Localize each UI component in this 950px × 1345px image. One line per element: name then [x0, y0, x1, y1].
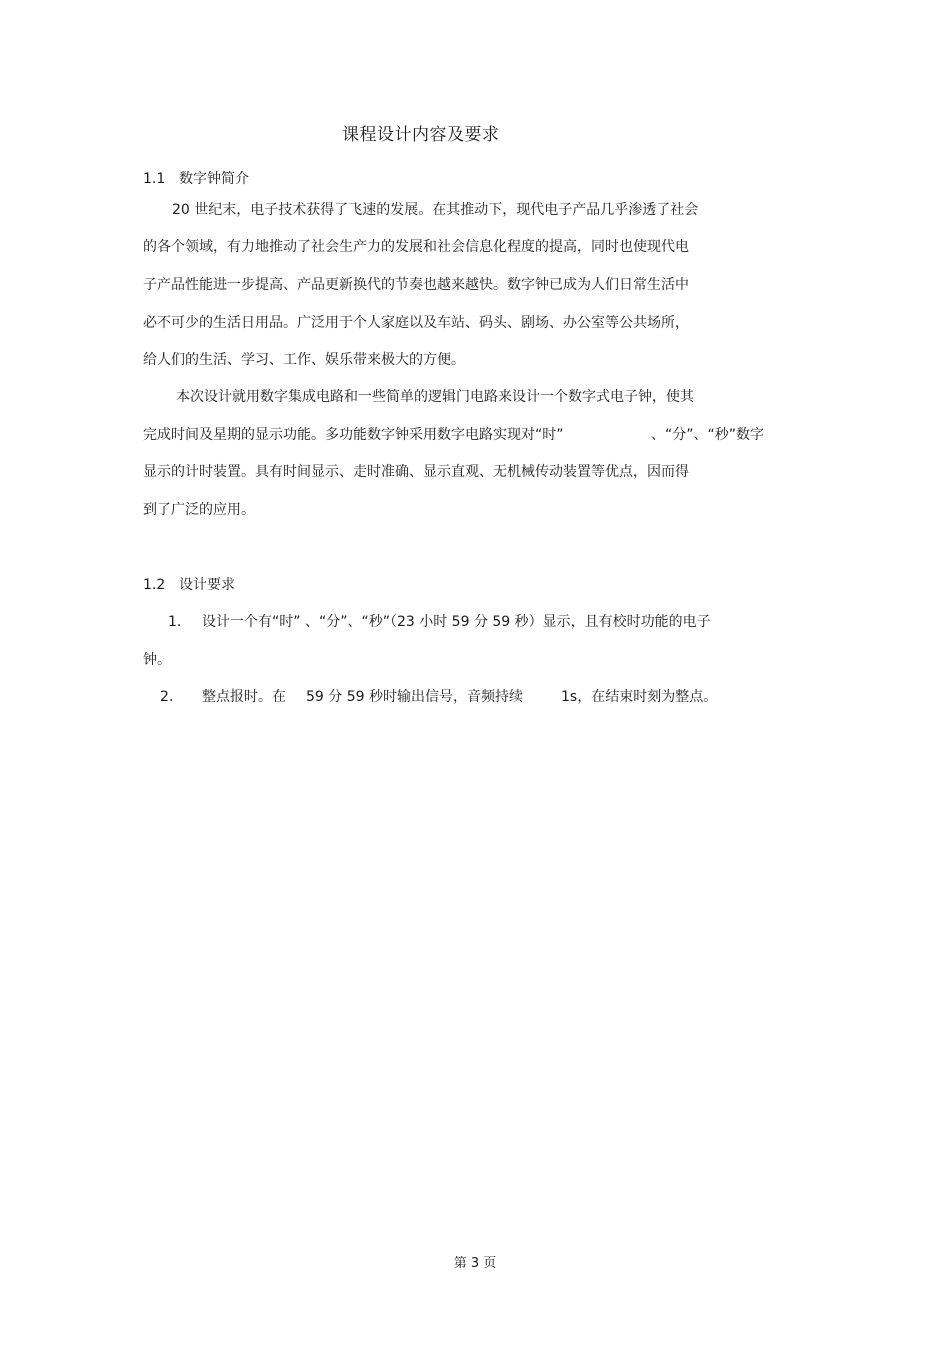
paragraph-fragment: 、“分”、“秒”数字 — [651, 427, 765, 443]
list-item — [160, 688, 718, 706]
list-text: 设计一个有“时” 、“分”、“秒”（23 小时 59 分 59 秒）显示，且有校时功能的电子 — [202, 614, 711, 630]
list-marker: 1. — [168, 614, 182, 630]
paragraph-line: 必不可少的生活日用品。广泛用于个人家庭以及车站、码头、剧场、办公室等公共场所， — [143, 315, 689, 331]
page-title: 课程设计内容及要求 — [342, 125, 500, 145]
paragraph-line: 子产品性能进一步提高、产品更新换代的节奏也越来越快。数字钟已成为人们日常生活中 — [143, 277, 689, 293]
list-text: 整点报时。在 — [202, 689, 286, 705]
paragraph-fragment: 完成时间及星期的显示功能。多功能数字钟采用数字电路实现对“时” — [143, 427, 564, 443]
paragraph-line: 显示的计时装置。具有时间显示、走时准确、显示直观、无机械传动装置等优点，因而得 — [143, 464, 689, 480]
list-text: 1s，在结束时刻为整点。 — [561, 689, 718, 705]
paragraph-line — [143, 426, 765, 444]
paragraph-line: 20 世纪末，电子技术获得了飞速的发展。在其推动下，现代电子产品几乎渗透了社会 — [172, 202, 699, 218]
paragraph-line: 到了广泛的应用。 — [143, 502, 255, 518]
list-item — [168, 613, 711, 631]
section-title: 设计要求 — [179, 577, 235, 593]
section-heading-1-1 — [143, 170, 249, 188]
list-marker: 2. — [160, 689, 174, 705]
page-number: 第 3 页 — [453, 1256, 497, 1271]
section-heading-1-2 — [143, 576, 235, 594]
paragraph-line: 本次设计就用数字集成电路和一些简单的逻辑门电路来设计一个数字式电子钟，使其 — [176, 389, 694, 405]
list-text: 59 分 59 秒时输出信号，音频持续 — [306, 689, 523, 705]
list-item-continuation: 钟。 — [143, 652, 171, 668]
paragraph-line: 给人们的生活、学习、工作、娱乐带来极大的方便。 — [143, 352, 465, 368]
section-number: 1.1 — [143, 171, 166, 187]
section-number: 1.2 — [143, 577, 166, 593]
section-title: 数字钟简介 — [179, 171, 249, 187]
paragraph-line: 的各个领域，有力地推动了社会生产力的发展和社会信息化程度的提高，同时也使现代电 — [143, 239, 689, 255]
